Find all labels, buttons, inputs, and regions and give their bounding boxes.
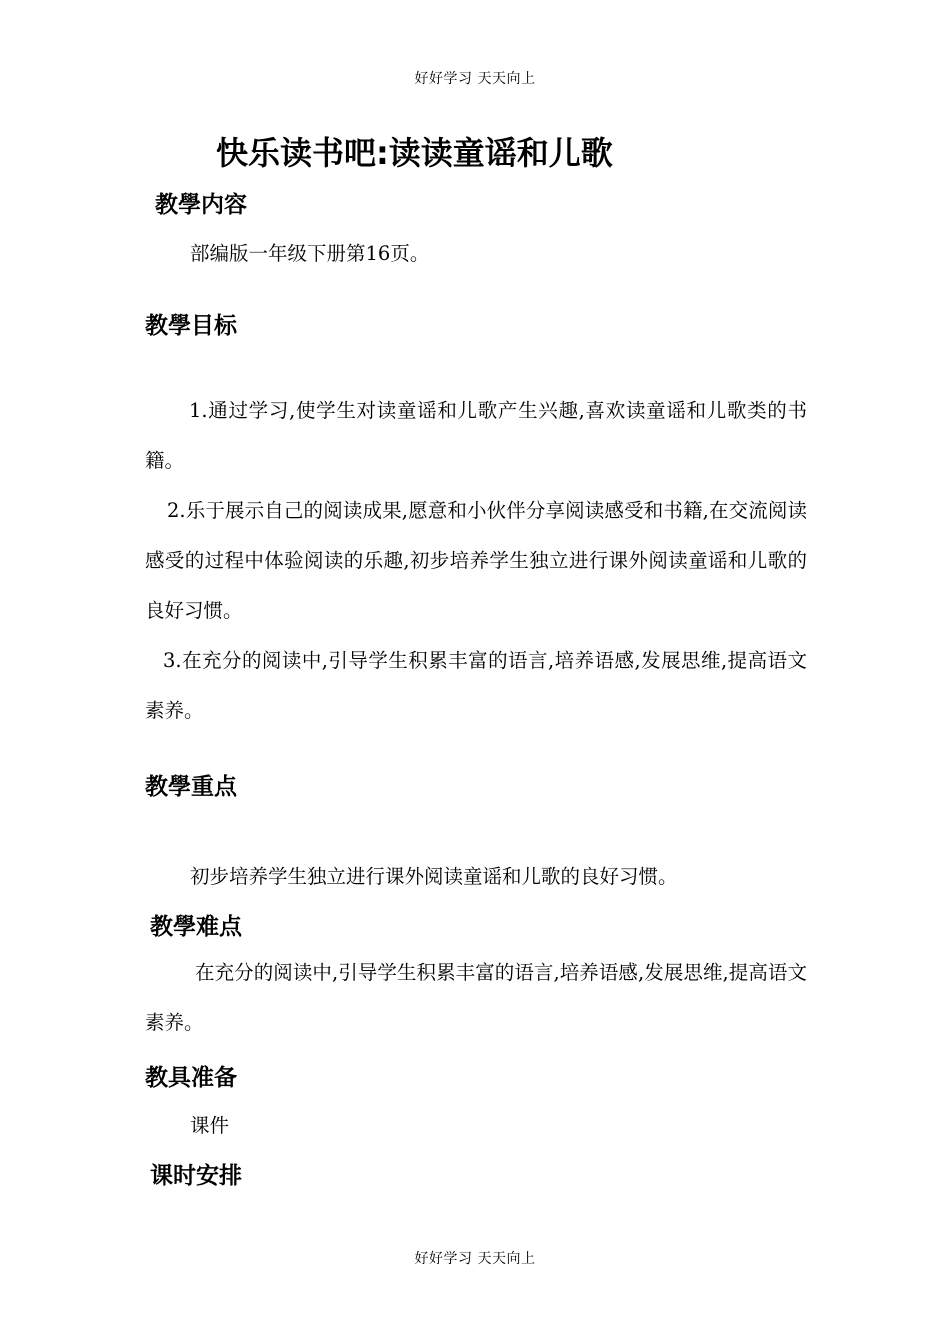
key-points-text: 初步培养学生独立进行课外阅读童谣和儿歌的良好习惯。 <box>190 865 678 888</box>
materials-text: 课件 <box>190 1114 230 1137</box>
heading-materials: 教具准备 <box>145 1065 237 1091</box>
document-title: 快乐读书吧:读读童谣和儿歌 <box>216 134 613 172</box>
heading-difficulties: 教學难点 <box>150 914 242 940</box>
heading-schedule: 课时安排 <box>150 1163 242 1189</box>
goal-item-2: 2.乐于展示自己的阅读成果,愿意和小伙伴分享阅读感受和书籍,在交流阅读感受的过程中体验阅读的乐趣,初步培养学生独立进行课外阅读童谣和儿歌的良好习惯。 <box>145 499 807 622</box>
teaching-content-text: 部编版一年级下册第16页。 <box>190 242 430 265</box>
page-footer: 好好学习 天天向上 <box>414 1251 536 1267</box>
heading-teaching-goals: 教學目标 <box>145 313 237 339</box>
page-header: 好好学习 天天向上 <box>414 71 536 87</box>
heading-key-points: 教學重点 <box>145 774 237 800</box>
goal-item-3: 3.在充分的阅读中,引导学生积累丰富的语言,培养语感,发展思维,提高语文素养。 <box>145 649 807 722</box>
difficulties-text: 在充分的阅读中,引导学生积累丰富的语言,培养语感,发展思维,提高语文素养。 <box>145 961 807 1034</box>
goal-item-1: 1.通过学习,使学生对读童谣和儿歌产生兴趣,喜欢读童谣和儿歌类的书籍。 <box>145 399 807 472</box>
heading-teaching-content: 教學内容 <box>155 192 247 218</box>
